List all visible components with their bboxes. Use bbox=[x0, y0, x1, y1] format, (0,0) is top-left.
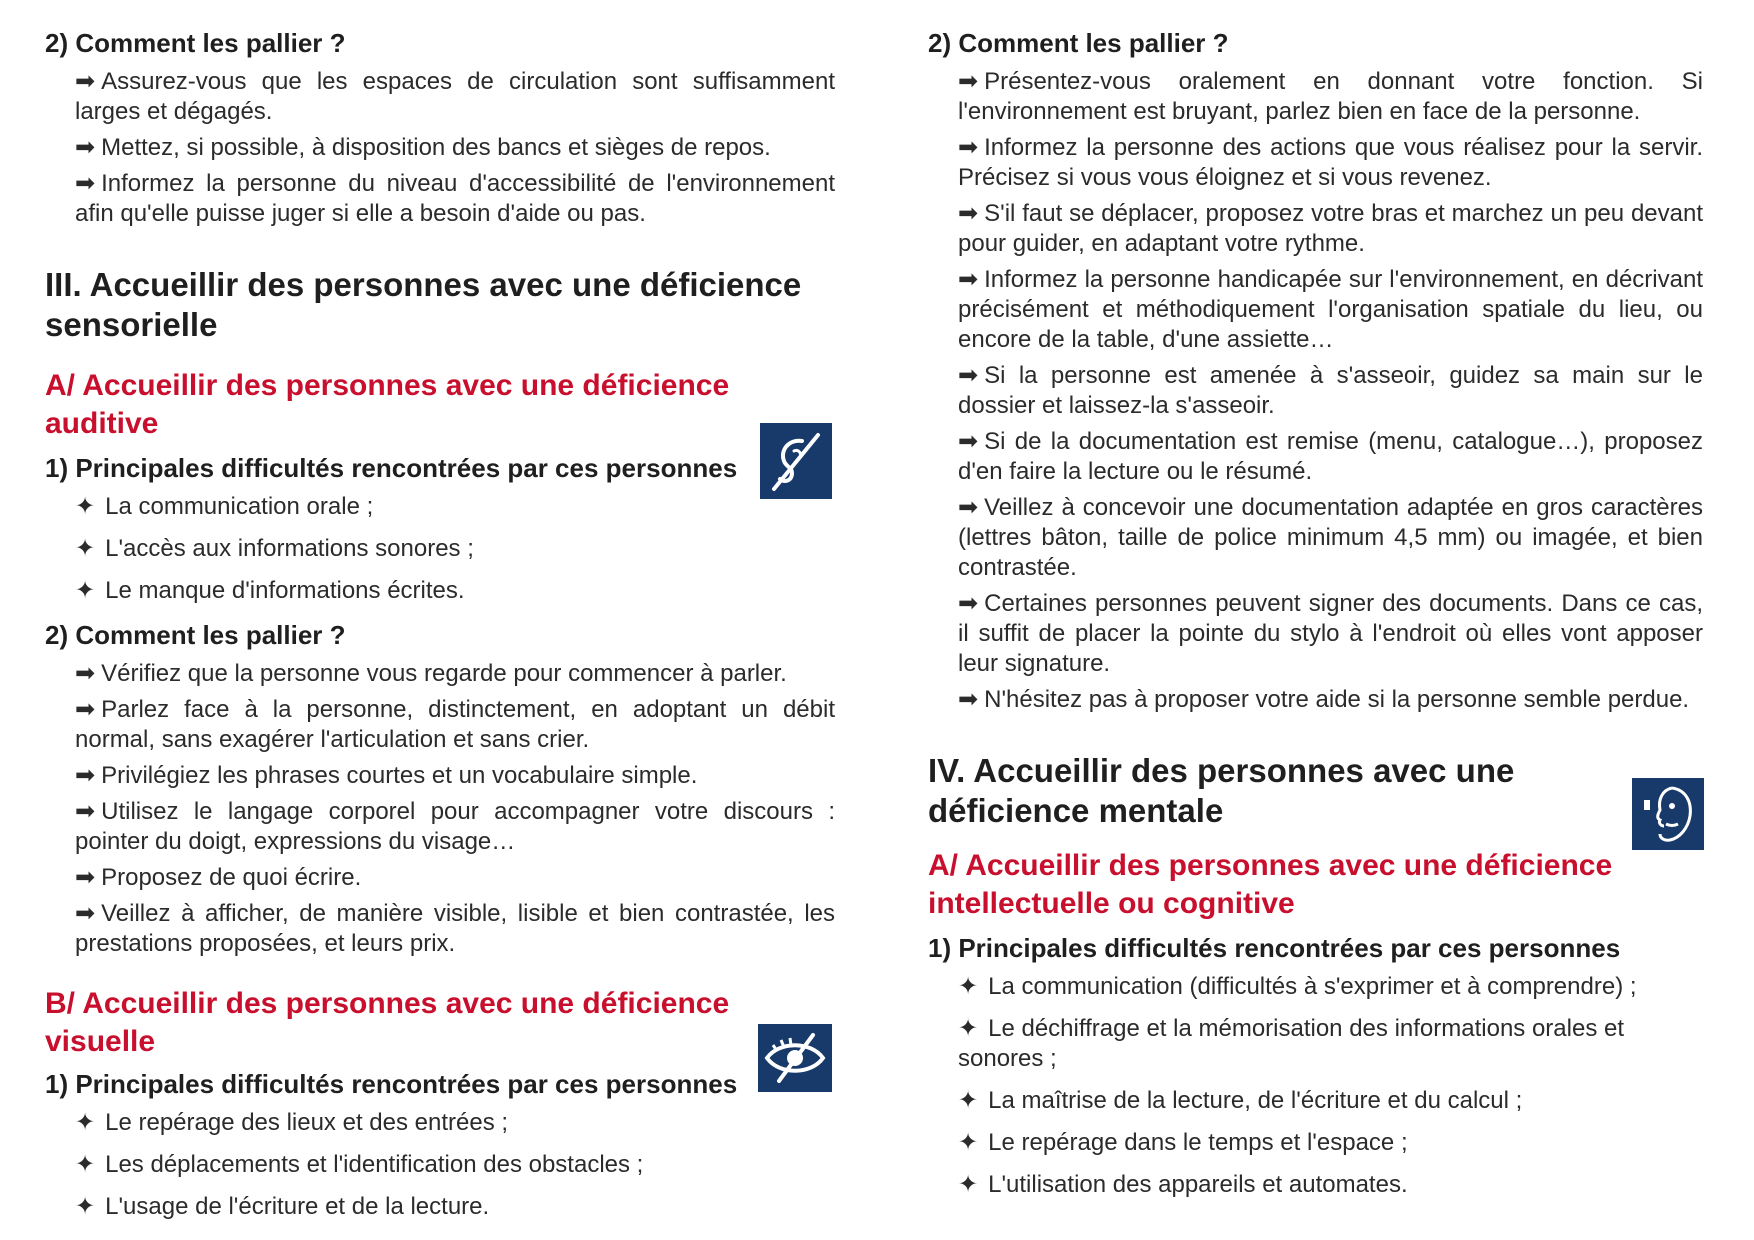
auditive-solutions-heading: 2) Comment les pallier ? bbox=[45, 620, 346, 650]
list-item: ✦ Les déplacements et l'identification des obstacles ; bbox=[75, 1151, 644, 1178]
arrow-item: ➡ Certaines personnes peuvent signer des documents. Dans ce cas, il suffit de placer la pointe du stylo à l'endroit où elles vont apposer leur signature. bbox=[958, 590, 1703, 677]
arrow-icon: ➡ bbox=[75, 68, 96, 95]
right-top-arrows bbox=[928, 67, 1703, 715]
arrow-item: ➡ Vérifiez que la personne vous regarde pour commencer à parler. bbox=[75, 660, 787, 687]
cross-icon: ✦ bbox=[75, 1193, 96, 1220]
auditive-solutions bbox=[45, 659, 835, 959]
intellectuelle-difficulties-list bbox=[928, 972, 1703, 1200]
left-top-arrows bbox=[45, 67, 835, 229]
arrow-icon: ➡ bbox=[75, 660, 96, 687]
visuelle-difficulties-heading: 1) Principales difficultés rencontrées par ces personnes bbox=[45, 1069, 738, 1099]
list-item: ✦ La maîtrise de la lecture, de l'écriture et du calcul ; bbox=[958, 1087, 1523, 1114]
list-item: ✦ Le déchiffrage et la mémorisation des informations orales et sonores ; bbox=[958, 1015, 1625, 1072]
cross-icon: ✦ bbox=[75, 1151, 96, 1178]
arrow-item: ➡ Mettez, si possible, à disposition des bancs et sièges de repos. bbox=[75, 134, 771, 161]
arrow-icon: ➡ bbox=[958, 686, 979, 713]
cross-icon: ✦ bbox=[958, 1087, 979, 1114]
list-item: ✦ L'utilisation des appareils et automates. bbox=[958, 1171, 1408, 1198]
arrow-icon: ➡ bbox=[75, 170, 96, 197]
arrow-icon: ➡ bbox=[75, 696, 96, 723]
intellectuelle-difficulties-heading: 1) Principales difficultés rencontrées par ces personnes bbox=[928, 933, 1621, 963]
arrow-item: ➡ Privilégiez les phrases courtes et un vocabulaire simple. bbox=[75, 762, 698, 789]
arrow-item: ➡ Veillez à afficher, de manière visible, lisible et bien contrastée, les prestations proposées, et leurs prix. bbox=[75, 900, 835, 957]
auditive-title: A/ Accueillir des personnes avec une déficience auditive bbox=[45, 369, 730, 440]
arrow-item: ➡ Informez la personne handicapée sur l'environnement, en décrivant précisément et méthodiquement l'organisation spatiale du lieu, ou encore de la table, d'une assiette… bbox=[958, 266, 1703, 353]
arrow-icon: ➡ bbox=[958, 494, 979, 521]
cross-icon: ✦ bbox=[958, 1129, 979, 1156]
left-top-subheading: 2) Comment les pallier ? bbox=[45, 28, 346, 58]
right-top-subheading: 2) Comment les pallier ? bbox=[928, 28, 1229, 58]
arrow-icon: ➡ bbox=[75, 134, 96, 161]
cross-icon: ✦ bbox=[958, 1171, 979, 1198]
visuelle-difficulties-list bbox=[45, 1108, 835, 1222]
arrow-icon: ➡ bbox=[958, 134, 979, 161]
arrow-item: ➡ Veillez à concevoir une documentation adaptée en gros caractères (lettres bâton, taille de police minimum 4,5 mm) ou imagée, et bien contrastée. bbox=[958, 494, 1703, 581]
arrow-icon: ➡ bbox=[958, 362, 979, 389]
list-item: ✦ Le manque d'informations écrites. bbox=[75, 577, 465, 604]
list-item: ✦ L'accès aux informations sonores ; bbox=[75, 535, 474, 562]
cross-icon: ✦ bbox=[75, 1109, 96, 1136]
arrow-item: ➡ S'il faut se déplacer, proposez votre bras et marchez un peu devant pour guider, en adaptant votre rythme. bbox=[958, 200, 1703, 257]
deaf-ear-icon bbox=[760, 423, 832, 499]
arrow-icon: ➡ bbox=[75, 798, 96, 825]
list-item: ✦ L'usage de l'écriture et de la lecture. bbox=[75, 1193, 490, 1220]
intellectuelle-title: A/ Accueillir des personnes avec une déficience intellectuelle ou cognitive bbox=[928, 849, 1613, 920]
arrow-icon: ➡ bbox=[75, 864, 96, 891]
arrow-item: ➡ Utilisez le langage corporel pour accompagner votre discours : pointer du doigt, expressions du visage… bbox=[75, 798, 835, 855]
arrow-icon: ➡ bbox=[958, 428, 979, 455]
arrow-icon: ➡ bbox=[958, 68, 979, 95]
arrow-icon: ➡ bbox=[958, 200, 979, 227]
cross-icon: ✦ bbox=[75, 535, 96, 562]
arrow-item: ➡ Informez la personne du niveau d'accessibilité de l'environnement afin qu'elle puisse juger si elle a besoin d'aide ou pas. bbox=[75, 170, 835, 227]
arrow-item: ➡ Parlez face à la personne, distinctement, en adoptant un débit normal, sans exagérer l'articulation et sans crier. bbox=[75, 696, 835, 753]
mental-disability-face-icon bbox=[1632, 778, 1704, 850]
arrow-item: ➡ Informez la personne des actions que vous réalisez pour la servir. Précisez si vous vous éloignez et si vous revenez. bbox=[958, 134, 1703, 191]
auditive-difficulties-list bbox=[45, 492, 835, 606]
arrow-icon: ➡ bbox=[75, 762, 96, 789]
arrow-icon: ➡ bbox=[958, 266, 979, 293]
arrow-item: ➡ Si la personne est amenée à s'asseoir, guidez sa main sur le dossier et laissez-la s'asseoir. bbox=[958, 362, 1703, 419]
list-item: ✦ La communication (difficultés à s'exprimer et à comprendre) ; bbox=[958, 973, 1637, 1000]
list-item: ✦ Le repérage dans le temps et l'espace ; bbox=[958, 1129, 1408, 1156]
arrow-icon: ➡ bbox=[75, 900, 96, 927]
section3-title: III. Accueillir des personnes avec une déficience sensorielle bbox=[45, 266, 802, 343]
section4-title: IV. Accueillir des personnes avec une déficience mentale bbox=[928, 752, 1515, 829]
cross-icon: ✦ bbox=[958, 1015, 979, 1042]
cross-icon: ✦ bbox=[75, 577, 96, 604]
arrow-item: ➡ Si de la documentation est remise (menu, catalogue…), proposez d'en faire la lecture ou le résumé. bbox=[958, 428, 1703, 485]
cross-icon: ✦ bbox=[958, 973, 979, 1000]
right-column bbox=[928, 28, 1703, 1212]
auditive-difficulties-heading: 1) Principales difficultés rencontrées par ces personnes bbox=[45, 453, 738, 483]
arrow-item: ➡ Proposez de quoi écrire. bbox=[75, 864, 362, 891]
visuelle-title: B/ Accueillir des personnes avec une déficience visuelle bbox=[45, 987, 730, 1058]
left-column bbox=[45, 28, 835, 1234]
list-item: ✦ Le repérage des lieux et des entrées ; bbox=[75, 1109, 509, 1136]
arrow-icon: ➡ bbox=[958, 590, 979, 617]
arrow-item: ➡ N'hésitez pas à proposer votre aide si la personne semble perdue. bbox=[958, 686, 1690, 713]
arrow-item: ➡ Présentez-vous oralement en donnant votre fonction. Si l'environnement est bruyant, parlez bien en face de la personne. bbox=[958, 68, 1703, 125]
arrow-item: ➡ Assurez-vous que les espaces de circulation sont suffisamment larges et dégagés. bbox=[75, 68, 835, 125]
blind-eye-icon bbox=[758, 1024, 832, 1092]
list-item: ✦ La communication orale ; bbox=[75, 493, 374, 520]
cross-icon: ✦ bbox=[75, 493, 96, 520]
